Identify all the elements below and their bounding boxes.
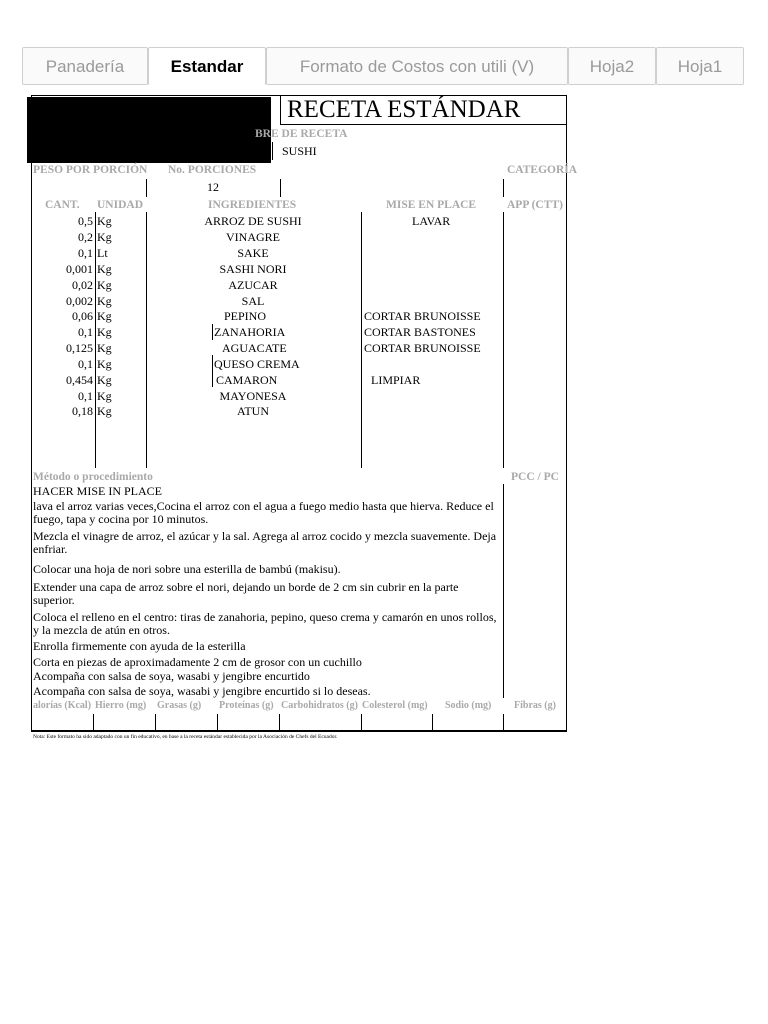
portion-divider-2 [280,179,281,197]
row-cant: 0,02 [72,278,93,292]
row-unit: Kg [97,262,112,276]
tab-formato-costos[interactable]: Formato de Costos con utili (V) [266,47,568,85]
row-ingredient: QUESO CREMA [214,357,300,371]
row-unit: Kg [97,214,112,228]
row-ingredient: SAL [241,294,265,308]
col-header-unidad: UNIDAD [97,199,143,211]
row-cant: 0,1 [78,389,93,403]
row-ingredient: VINAGRE [226,230,280,244]
method-step: Extender una capa de arroz sobre el nori, dejando un borde de 2 cm sin cubrir en la parte superior. [33,580,459,607]
nutrition-cell-line [93,714,94,731]
row-unit: Kg [97,294,112,308]
nutrition-cell-line [217,714,218,731]
tab-hoja2[interactable]: Hoja2 [568,47,656,85]
row-unit: Lt [97,246,108,260]
cell-mark-1 [212,324,213,340]
nutrition-cell-line [432,714,433,731]
recipe-name-value: SUSHI [282,144,317,158]
sheet-left-border [31,95,32,731]
row-ingredient: AGUACATE [222,341,287,355]
nutrition-fat: Grasas (g) [157,700,202,711]
method-step: Acompaña con salsa de soya, wasabi y jengibre encurtido si lo deseas. [33,684,371,698]
col-header-app: APP (CTT) [507,199,563,211]
col-line-unit [95,212,96,468]
nutrition-cell-line [155,714,156,731]
category-label: CATEGORÍA [507,164,578,176]
row-unit: Kg [97,278,112,292]
row-cant: 0,1 [78,357,93,371]
recipe-name-label: BRE DE RECETA [255,128,348,140]
row-mise: CORTAR BASTONES [364,325,476,339]
method-step: HACER MISE IN PLACE [33,484,163,498]
name-divider [272,142,273,160]
row-cant: 0,5 [78,214,93,228]
row-cant: 0,1 [78,246,93,260]
col-header-cant: CANT. [45,199,80,211]
row-unit: Kg [97,309,112,323]
row-ingredient: ZANAHORIA [214,325,286,339]
row-ingredient: CAMARON [216,373,278,387]
row-unit: Kg [97,325,112,339]
portions-value: 12 [207,180,219,194]
col-header-mise: MISE EN PLACE [386,199,477,211]
nutrition-cell-line [361,714,362,731]
sheet-bottom-border [31,730,567,732]
col-line-ingredient [146,212,147,468]
nutrition-cell-line [279,714,280,731]
method-step: Corta en piezas de aproximadamente 2 cm de grosor con un cuchillo [33,655,362,669]
portions-label: No. PORCIONES [168,164,257,176]
method-step: Colocar una hoja de nori sobre una esterilla de bambú (makisu). [33,562,341,576]
row-ingredient: SASHI NORI [219,262,287,276]
row-ingredient: AZUCAR [228,278,278,292]
row-mise: CORTAR BRUNOISSE [364,341,481,355]
row-cant: 0,18 [72,404,93,418]
portion-divider-3 [503,179,504,197]
col-line-mise [361,212,362,468]
footnote: Nota: Este formato ha sido adaptado con un fin educativo, en base a la receta estándar establecida por la Asociación de Chefs del Ecuador. [33,734,338,740]
row-cant: 0,2 [78,230,93,244]
row-cant: 0,454 [66,373,93,387]
method-divider [503,484,504,698]
tab-panaderia[interactable]: Panadería [22,47,148,85]
row-cant: 0,001 [66,262,93,276]
pcc-label: PCC / PC [511,471,559,483]
row-mise: LIMPIAR [371,373,421,387]
portion-weight-label: PESO POR PORCIÓN [33,164,148,176]
sheet-tab-bar [22,47,744,85]
method-step: Enrolla firmemente con ayuda de la esterilla [33,639,246,653]
title-underline [280,124,566,125]
portion-divider-1 [146,179,147,197]
row-unit: Kg [97,341,112,355]
nutrition-protein: Proteínas (g) [219,700,274,711]
nutrition-fiber: Fibras (g) [514,700,556,711]
row-cant: 0,1 [78,325,93,339]
method-step: lava el arroz varias veces,Cocina el arroz con el agua a fuego medio hasta que hierva. Reduce el fuego, tapa y cocina por 10 minutos. [33,499,494,526]
col-header-ingredientes: INGREDIENTES [208,199,297,211]
method-step: Acompaña con salsa de soya, wasabi y jengibre encurtido [33,669,310,683]
nutrition-iron: Hierro (mg) [95,700,147,711]
row-unit: Kg [97,389,112,403]
redacted-logo-block [27,97,271,163]
tab-estandar[interactable]: Estandar [148,47,266,85]
row-ingredient: MAYONESA [219,389,287,403]
nutrition-cholesterol: Colesterol (mg) [362,700,428,711]
nutrition-carbs: Carbohidratos (g) [281,700,358,711]
row-ingredient: SAKE [237,246,269,260]
page-title: RECETA ESTÁNDAR [287,96,521,123]
nutrition-cell-line [503,714,504,731]
sheet-right-border [566,95,567,731]
row-cant: 0,06 [72,309,93,323]
row-ingredient: ARROZ DE SUSHI [204,214,302,228]
row-ingredient: PEPINO [223,309,266,323]
row-mise: CORTAR BRUNOISSE [364,309,481,323]
row-cant: 0,125 [66,341,93,355]
title-divider [280,95,281,125]
nutrition-calories: alorías (Kcal) [33,700,92,711]
method-step: Coloca el relleno en el centro: tiras de zanahoria, pepino, queso crema y camarón en unos rollos, y la mezcla de atún en otros. [33,610,497,637]
row-mise: LAVAR [412,214,451,228]
row-cant: 0,002 [66,294,93,308]
row-unit: Kg [97,357,112,371]
cell-mark-2 [212,355,213,387]
method-step: Mezcla el vinagre de arroz, el azúcar y la sal. Agrega al arroz cocido y mezcla suavemente. Deja enfriar. [33,529,497,556]
col-line-app [503,212,504,468]
row-unit: Kg [97,404,112,418]
tab-hoja1[interactable]: Hoja1 [656,47,744,85]
row-ingredient: ATUN [237,404,269,418]
row-unit: Kg [97,230,112,244]
row-unit: Kg [97,373,112,387]
method-label: Método o procedimiento [33,471,153,483]
nutrition-sodium: Sodio (mg) [445,700,492,711]
